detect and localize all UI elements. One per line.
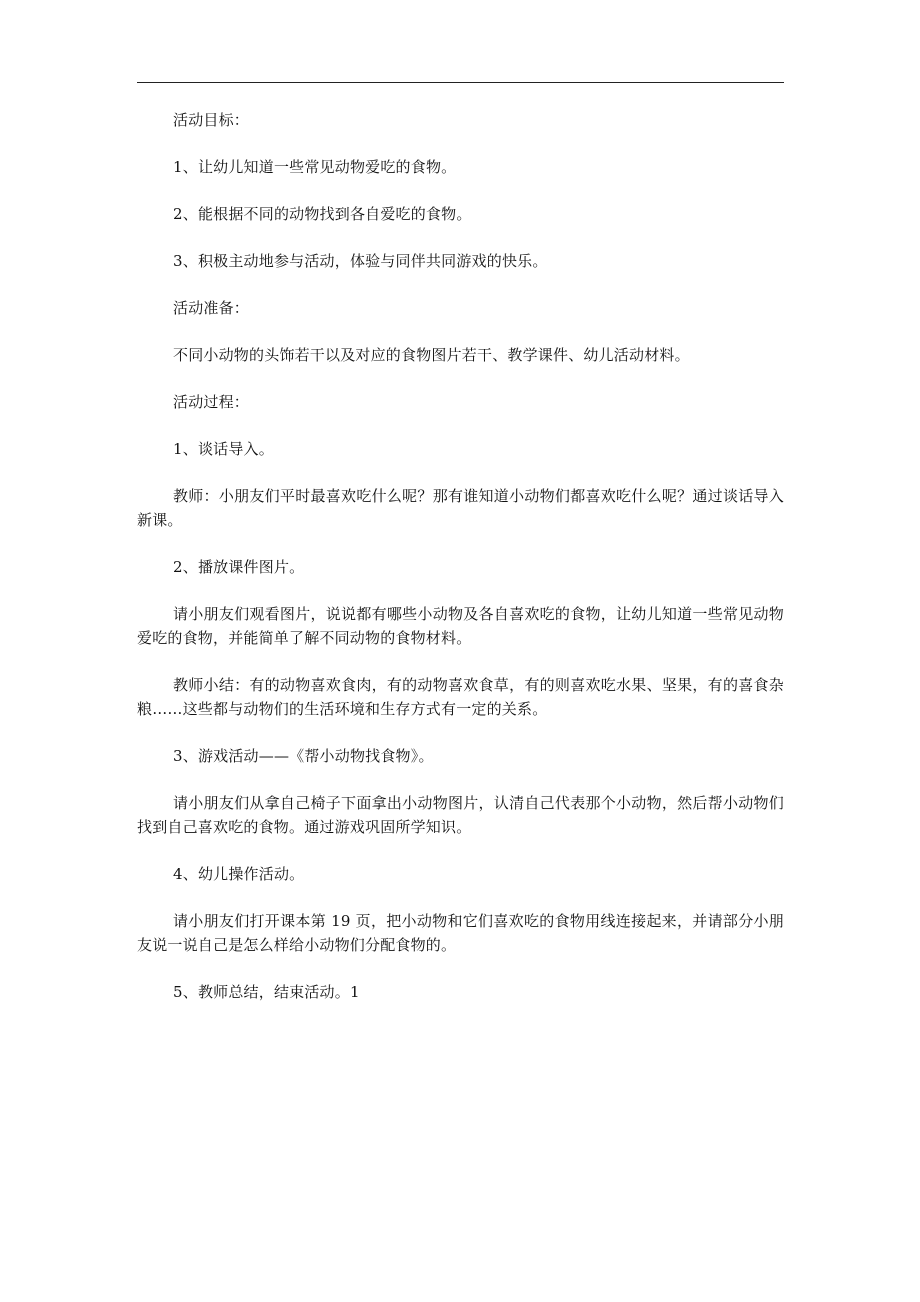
process-step-1-text: 教师：小朋友们平时最喜欢吃什么呢？那有谁知道小动物们都喜欢吃什么呢？通过谈话导入新课。 [137,487,784,529]
goal-item-3: 3、积极主动地参与活动，体验与同伴共同游戏的快乐。 [173,252,548,270]
section-heading-preparation: 活动准备： [173,299,250,317]
goal-item-2: 2、能根据不同的动物找到各自爱吃的食物。 [173,205,472,223]
process-step-5-title: 5、教师总结，结束活动。1 [173,983,360,1001]
process-step-1-title: 1、谈话导入。 [173,440,274,458]
process-step-3-title: 3、游戏活动——《帮小动物找食物》。 [173,747,434,765]
document-body [137,108,784,1027]
section-heading-process: 活动过程： [173,393,250,411]
preparation-text: 不同小动物的头饰若干以及对应的食物图片若干、教学课件、幼儿活动材料。 [173,346,690,364]
process-step-3-text: 请小朋友们从拿自己椅子下面拿出小动物图片，认清自己代表那个小动物，然后帮小动物们找到自己喜欢吃的食物。通过游戏巩固所学知识。 [137,794,784,836]
process-step-4-title: 4、幼儿操作活动。 [173,865,305,883]
process-step-2-text: 请小朋友们观看图片，说说都有哪些小动物及各自喜欢吃的食物，让幼儿知道一些常见动物爱吃的食物，并能简单了解不同动物的食物材料。 [137,605,784,647]
process-step-2-title: 2、播放课件图片。 [173,558,305,576]
section-heading-goals: 活动目标： [173,111,250,129]
goal-item-1: 1、让幼儿知道一些常见动物爱吃的食物。 [173,158,457,176]
header-rule [137,82,784,83]
process-step-2-summary: 教师小结：有的动物喜欢食肉，有的动物喜欢食草，有的则喜欢吃水果、坚果，有的喜食杂粮……这些都与动物们的生活环境和生存方式有一定的关系。 [137,676,784,718]
process-step-4-text: 请小朋友们打开课本第 19 页，把小动物和它们喜欢吃的食物用线连接起来，并请部分小朋友说一说自己是怎么样给小动物们分配食物的。 [137,912,784,954]
